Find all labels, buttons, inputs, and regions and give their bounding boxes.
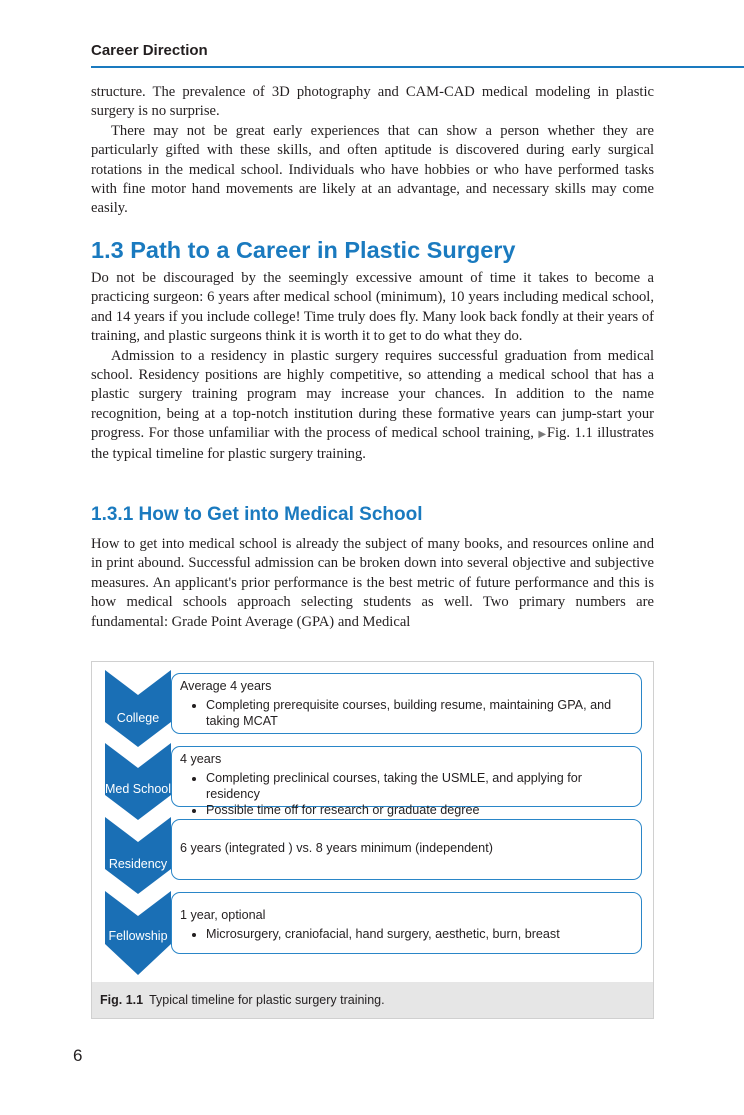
stage-label-med-school: Med School (105, 782, 172, 796)
stage-box-med-school (171, 746, 642, 817)
timeline-chevrons (105, 670, 175, 975)
stage-box-college (171, 673, 642, 734)
section-paragraph-2 (91, 347, 654, 464)
stage-label-residency: Residency (108, 857, 168, 871)
figure-reference-link[interactable]: Fig. 1.1 (546, 425, 593, 442)
section-heading: 1.3 Path to a Career in Plastic Surgery (91, 237, 516, 263)
subsection-paragraph: How to get into medical school is already the subject of many books, and resources online and in print abound. Successful admission can be broken down into several objective and subjective measures. An applicant's prior performance is the best metric of future performance and this is how medical schools approach selecting students as well. Two primary numbers are fundamental: Grade Point Average (GPA) and Medical (91, 536, 654, 630)
chevron-college (105, 670, 171, 747)
stage-heading: 6 years (integrated ) vs. 8 years minimum (independent) (180, 841, 493, 855)
figure-caption-text: Typical timeline for plastic surgery training. (149, 993, 385, 1007)
stage-bullet: • Microsurgery, craniofacial, hand surgery, aesthetic, burn, breast (206, 926, 633, 942)
intro-paragraph-2: There may not be great early experiences that can show a person whether they are particularly gifted with these skills, and often aptitude is discovered during early surgical rotations in the medical school. Individuals who have hobbies or who have performed tasks with fine motor hand movements are likely at an advantage, and necessary skills may come easily. (91, 122, 654, 217)
running-head: Career Direction (91, 42, 208, 59)
stage-heading: 1 year, optional (180, 908, 266, 922)
page-number: 6 (73, 1046, 83, 1065)
header-rule (91, 66, 744, 68)
stage-label-college: College (116, 711, 160, 725)
stage-heading: 4 years (180, 752, 222, 766)
subsection-heading: 1.3.1 How to Get into Medical School (91, 504, 423, 525)
stage-bullet: • Completing preclinical courses, taking the USMLE, and applying for residency (206, 770, 633, 802)
section-paragraph-1: Do not be discouraged by the seemingly excessive amount of time it takes to become a practicing surgeon: 6 years after medical school (minimum), 10 years including medical school, and 14 years if you include college! Time truly does fly. Many look back fondly at their years of training, and plastic surgeons think it is worth it to get to do what they do. (91, 270, 654, 345)
stage-bullet: • Completing prerequisite courses, building resume, maintaining GPA, and taking MCAT (206, 697, 633, 729)
figure-caption (92, 982, 653, 1018)
figure-caption-label: Fig. 1.1 (100, 993, 144, 1007)
figure-ref-arrow-icon: ▶ (538, 429, 547, 441)
stage-box-fellowship (171, 892, 642, 954)
stage-bullet: • Possible time off for research or graduate degree (206, 802, 633, 818)
paragraph-text: Admission to a residency in plastic surgery requires successful graduation from medical school. Residency positions are highly competitive, so attending a medical school that has a plastic surgery training program may increase your chances. In addition to the name recognition, being at a top-notch institution during these formative years can jump-start your progress. For those unfamiliar with the process of medical school training, (91, 347, 654, 442)
section-text (91, 269, 654, 464)
paragraph-text: illustrates the typical timeline for plastic surgery training. (91, 425, 654, 462)
timeline-figure (91, 661, 654, 1019)
intro-paragraph-1: structure. The prevalence of 3D photography and CAM-CAD medical modeling in plastic surgery is no surprise. (91, 84, 654, 120)
stage-box-residency (171, 819, 642, 880)
subsection-text (91, 535, 654, 632)
chevron-residency (105, 817, 171, 894)
stage-label-fellowship: Fellowship (108, 929, 168, 943)
stage-heading: Average 4 years (180, 679, 272, 693)
intro-text (91, 83, 654, 219)
